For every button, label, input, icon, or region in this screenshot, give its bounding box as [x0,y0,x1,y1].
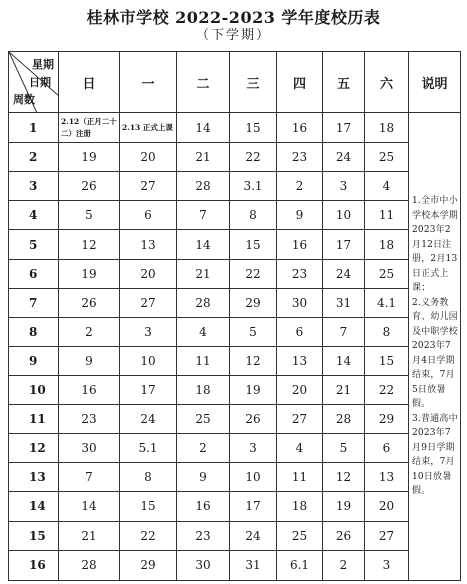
table-row [9,346,461,375]
date-cell: 25 [277,521,323,550]
date-cell: 10 [120,346,177,375]
week-number: 9 [9,346,59,375]
date-cell: 19 [323,492,365,521]
school-calendar-table [8,51,461,581]
date-cell: 16 [177,492,230,521]
day-header-sun: 日 [59,52,120,113]
date-cell: 4 [365,172,409,201]
week-number: 15 [9,521,59,550]
table-row [9,550,461,580]
date-cell: 25 [177,405,230,434]
week-number: 2 [9,143,59,172]
date-cell: 3 [230,434,277,463]
date-cell: 17 [323,113,365,143]
date-cell: 7 [323,317,365,346]
date-cell: 29 [120,550,177,580]
date-cell: 19 [59,259,120,288]
week-number: 6 [9,259,59,288]
date-cell: 26 [59,288,120,317]
date-cell: 15 [230,230,277,259]
table-row [9,143,461,172]
date-cell: 2 [59,317,120,346]
date-cell: 22 [120,521,177,550]
table-row [9,434,461,463]
date-cell: 29 [230,288,277,317]
day-header-wed: 三 [230,52,277,113]
day-header-mon: 一 [120,52,177,113]
date-cell: 12 [230,346,277,375]
table-row [9,288,461,317]
week-number: 13 [9,463,59,492]
date-cell: 30 [277,288,323,317]
date-cell: 16 [277,230,323,259]
week-number: 11 [9,405,59,434]
week-number: 16 [9,550,59,580]
date-cell: 2 [277,172,323,201]
date-cell: 11 [277,463,323,492]
date-cell: 31 [323,288,365,317]
page-title: 桂林市学校 2022-2023 学年度校历表 [86,8,381,27]
table-row [9,201,461,230]
table-row [9,405,461,434]
page-subtitle: （下学期） [195,28,271,43]
date-cell: 4.1 [365,288,409,317]
date-cell: 5 [230,317,277,346]
date-cell: 3 [365,550,409,580]
table-row [9,113,461,143]
date-cell: 31 [230,550,277,580]
corner-label-weekday: 星期 [32,58,54,71]
table-row [9,376,461,405]
date-cell: 4 [177,317,230,346]
date-cell: 8 [120,463,177,492]
date-cell: 14 [59,492,120,521]
date-cell: 28 [323,405,365,434]
date-cell: 19 [59,143,120,172]
date-cell: 16 [277,113,323,143]
corner-label-week: 周数 [13,93,35,106]
date-cell: 20 [120,259,177,288]
week-number: 12 [9,434,59,463]
week-number: 5 [9,230,59,259]
note-item: 3.普通高中2023年7月9日学期结束，7月10日放暑假。 [412,413,458,497]
date-cell: 8 [365,317,409,346]
date-cell: 7 [59,463,120,492]
date-cell: 20 [277,376,323,405]
date-cell: 24 [323,143,365,172]
week-number: 4 [9,201,59,230]
date-cell: 10 [230,463,277,492]
date-cell: 18 [365,230,409,259]
date-cell: 26 [59,172,120,201]
notes-header: 说明 [409,52,461,113]
date-cell: 21 [323,376,365,405]
date-cell: 26 [323,521,365,550]
date-cell: 30 [177,550,230,580]
date-cell: 5 [59,201,120,230]
date-cell: 9 [177,463,230,492]
week-number: 3 [9,172,59,201]
table-row [9,230,461,259]
date-cell: 2.12（正月二十二）注册 [59,113,120,143]
date-cell: 25 [365,143,409,172]
date-cell: 28 [177,288,230,317]
date-cell: 14 [177,113,230,143]
date-cell: 9 [59,346,120,375]
date-cell: 30 [59,434,120,463]
date-cell: 15 [365,346,409,375]
date-cell: 16 [59,376,120,405]
date-cell: 6.1 [277,550,323,580]
date-cell: 13 [277,346,323,375]
date-cell: 20 [365,492,409,521]
date-cell: 23 [177,521,230,550]
header-row [9,52,461,113]
date-cell: 22 [365,376,409,405]
date-cell: 2 [177,434,230,463]
date-cell: 3.1 [230,172,277,201]
date-cell: 20 [120,143,177,172]
date-cell: 13 [120,230,177,259]
date-cell: 23 [277,143,323,172]
date-cell: 18 [365,113,409,143]
note-item: 1.全市中小学校本学期2023年2月12日注册，2月13日正式上课； [412,196,459,294]
date-cell: 28 [177,172,230,201]
date-cell: 12 [323,463,365,492]
date-cell: 28 [59,550,120,580]
date-cell: 17 [323,230,365,259]
table-row [9,492,461,521]
date-cell: 27 [120,172,177,201]
date-cell: 24 [230,521,277,550]
date-cell: 5 [323,434,365,463]
week-number: 8 [9,317,59,346]
date-cell: 19 [230,376,277,405]
date-cell: 22 [230,143,277,172]
date-cell: 25 [365,259,409,288]
date-cell: 17 [230,492,277,521]
date-cell: 11 [177,346,230,375]
date-cell: 5.1 [120,434,177,463]
date-cell: 2.13 正式上课 [120,113,177,143]
date-cell: 13 [365,463,409,492]
notes-cell [409,113,461,581]
date-cell: 15 [120,492,177,521]
date-cell: 7 [177,201,230,230]
table-row [9,317,461,346]
date-cell: 22 [230,259,277,288]
day-header-tue: 二 [177,52,230,113]
note-item: 2.义务教育、幼儿园及中职学校2023年7月4日学期结束，7月5日放暑假。 [412,297,459,410]
date-cell: 3 [120,317,177,346]
date-cell: 27 [365,521,409,550]
date-cell: 14 [177,230,230,259]
date-cell: 27 [120,288,177,317]
date-cell: 24 [323,259,365,288]
date-cell: 11 [365,201,409,230]
date-cell: 3 [323,172,365,201]
date-cell: 15 [230,113,277,143]
date-cell: 29 [365,405,409,434]
table-row [9,259,461,288]
date-cell: 21 [59,521,120,550]
day-header-thu: 四 [277,52,323,113]
date-cell: 6 [365,434,409,463]
corner-label-date: 日期 [29,76,51,89]
week-number: 7 [9,288,59,317]
day-header-sat: 六 [365,52,409,113]
date-cell: 21 [177,143,230,172]
date-cell: 6 [277,317,323,346]
date-cell: 23 [59,405,120,434]
day-header-fri: 五 [323,52,365,113]
week-number: 1 [9,113,59,143]
date-cell: 9 [277,201,323,230]
table-row [9,172,461,201]
date-cell: 4 [277,434,323,463]
date-cell: 24 [120,405,177,434]
date-cell: 14 [323,346,365,375]
corner-cell [9,52,59,113]
date-cell: 12 [59,230,120,259]
date-cell: 18 [177,376,230,405]
date-cell: 27 [277,405,323,434]
table-row [9,521,461,550]
date-cell: 17 [120,376,177,405]
date-cell: 8 [230,201,277,230]
date-cell: 10 [323,201,365,230]
date-cell: 26 [230,405,277,434]
table-row [9,463,461,492]
date-cell: 21 [177,259,230,288]
date-cell: 18 [277,492,323,521]
date-cell: 6 [120,201,177,230]
week-number: 10 [9,376,59,405]
date-cell: 23 [277,259,323,288]
date-cell: 2 [323,550,365,580]
week-number: 14 [9,492,59,521]
